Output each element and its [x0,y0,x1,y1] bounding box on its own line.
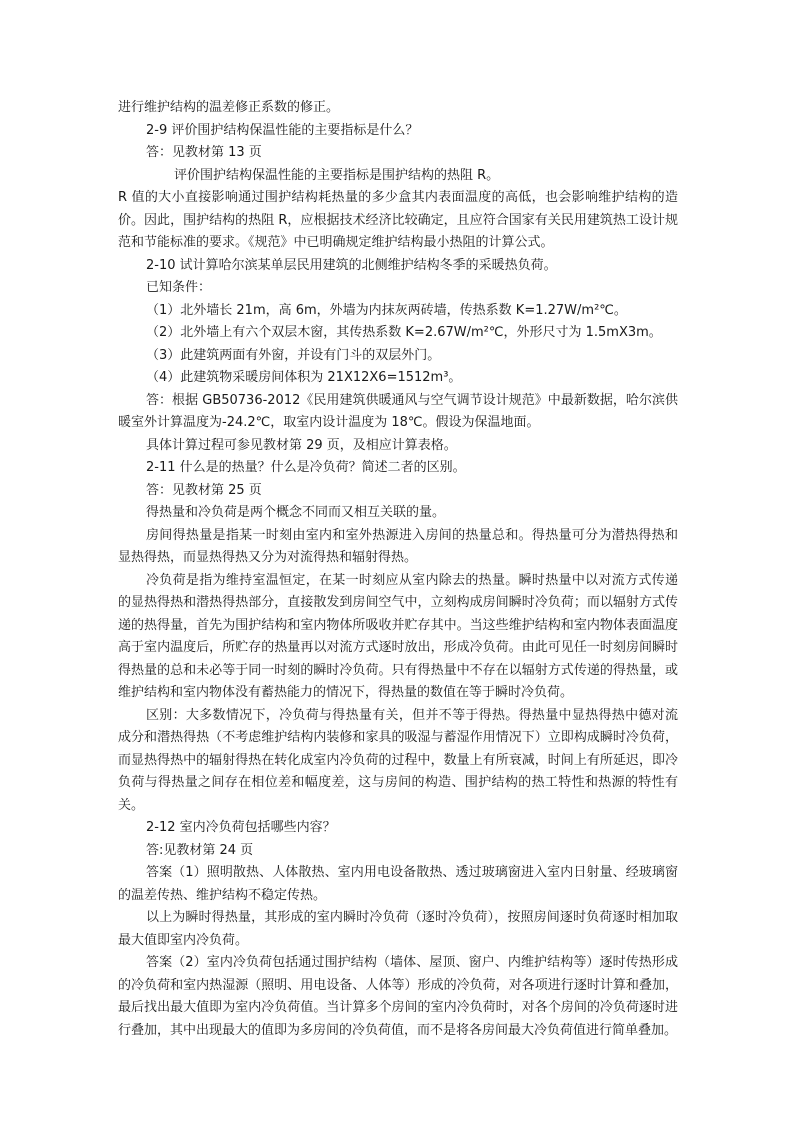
paragraph: 已知条件： [146,280,212,295]
paragraph: 答案（2）室内冷负荷包括通过围护结构（墙体、屋顶、窗户、内维护结构等）逐时传热形成的冷负荷和室内热湿源（照明、用电设备、人体等）形成的冷负荷，对各项进行逐时计算和叠加，最后找出最大值即为室内冷负荷值。当计算多个房间的室内冷负荷时，对各个房间的冷负荷逐时进行叠加，其中出现最大的值即为多房间的冷负荷值，而不是将各房间最大冷负荷值进行简单叠加。 [118,955,678,1038]
list-item: （4）此建筑物采暖房间体积为 21X12X6=1512m³。 [146,370,462,385]
question-heading: 2-12 室内冷负荷包括哪些内容？ [146,820,336,835]
paragraph: 答：根据 GB50736-2012《民用建筑供暖通风与空气调节设计规范》中最新数据，哈尔滨供暖室外计算温度为-24.2℃，取室内设计温度为 18℃。假设为保温地面。 [118,392,678,430]
question-heading: 2-9 评价围护结构保温性能的主要指标是什么？ [146,122,419,138]
answer-reference: 答：见教材第 25 页 [146,482,262,498]
list-item: （3）此建筑两面有外窗，并设有门斗的双层外门。 [146,347,441,363]
question-heading: 2-10 试计算哈尔滨某单层民用建筑的北侧维护结构冬季的采暖热负荷。 [146,257,557,273]
paragraph: 冷负荷是指为维持室温恒定，在某一时刻应从室内除去的热量。瞬时热量中以对流方式传递的显热得热和潜热得热部分，直接散发到房间空气中，立刻构成房间瞬时冷负荷；而以辐射方式传递的热得量，首先为围护结构和室内物体所吸收并贮存其中。当这些维护结构和室内物体表面温度高于室内温度后，所贮存的热量再以对流方式逐时放出，形成冷负荷。由此可见任一时刻房间瞬时得热量的总和未必等于同一时刻的瞬时冷负荷。只有得热量中不存在以辐射方式传递的得热量，或维护结构和室内物体没有蓄热能力的情况下，得热量的数值在等于瞬时冷负荷。 [118,572,678,700]
paragraph: 具体计算过程可参见教材第 29 页，及相应计算表格。 [146,437,457,453]
paragraph: 区别：大多数情况下，冷负荷与得热量有关，但并不等于得热。得热量中显热得热中德对流成分和潜热得热（不考虑维护结构内装修和家具的吸湿与蓄湿作用情况下）立即构成瞬时冷负荷，而显热得热中的辐射得热在转化成室内冷负荷的过程中，数量上有所衰减，时间上有所延迟，即冷负荷与得热量之间存在相位差和幅度差，这与房间的构造、围护结构的热工特性和热源的特性有关。 [118,707,678,813]
answer-reference: 答：见教材第 13 页 [146,145,262,160]
paragraph: 得热量和冷负荷是两个概念不同而又相互关联的量。 [146,505,446,520]
paragraph: 进行维护结构的温差修正系数的修正。 [118,100,340,115]
document-body [118,97,678,1042]
paragraph: 房间得热量是指某一时刻由室内和室外热源进入房间的热量总和。得热量可分为潜热得热和显热得热，而显热得热又分为对流得热和辐射得热。 [118,527,678,565]
paragraph: R 值的大小直接影响通过围护结构耗热量的多少盒其内表面温度的高低，也会影响维护结构的造价。因此，围护结构的热阻 R，应根据技术经济比较确定，且应符合国家有关民用建筑热工设计规范和节能标准的要求。《规范》中已明确规定维护结构最小热阻的计算公式。 [118,190,678,250]
list-item: （1）北外墙长 21m，高 6m，外墙为内抹灰两砖墙，传热系数 K=1.27W/m²℃。 [146,302,627,318]
question-heading: 2-11 什么是的热量？什么是冷负荷？简述二者的区别。 [146,460,466,475]
paragraph: 评价围护结构保温性能的主要指标是围护结构的热阻 R。 [174,167,500,183]
answer-reference: 答:见教材第 24 页 [146,842,254,858]
paragraph: 以上为瞬时得热量，其形成的室内瞬时冷负荷（逐时冷负荷），按照房间逐时负荷逐时相加取最大值即室内冷负荷。 [118,910,678,948]
list-item: （2）北外墙上有六个双层木窗，其传热系数 K=2.67W/m²℃，外形尺寸为 1.5mX3m。 [146,325,662,340]
paragraph: 答案（1）照明散热、人体散热、室内用电设备散热、透过玻璃窗进入室内日射量、经玻璃窗的温差传热、维护结构不稳定传热。 [118,865,678,903]
